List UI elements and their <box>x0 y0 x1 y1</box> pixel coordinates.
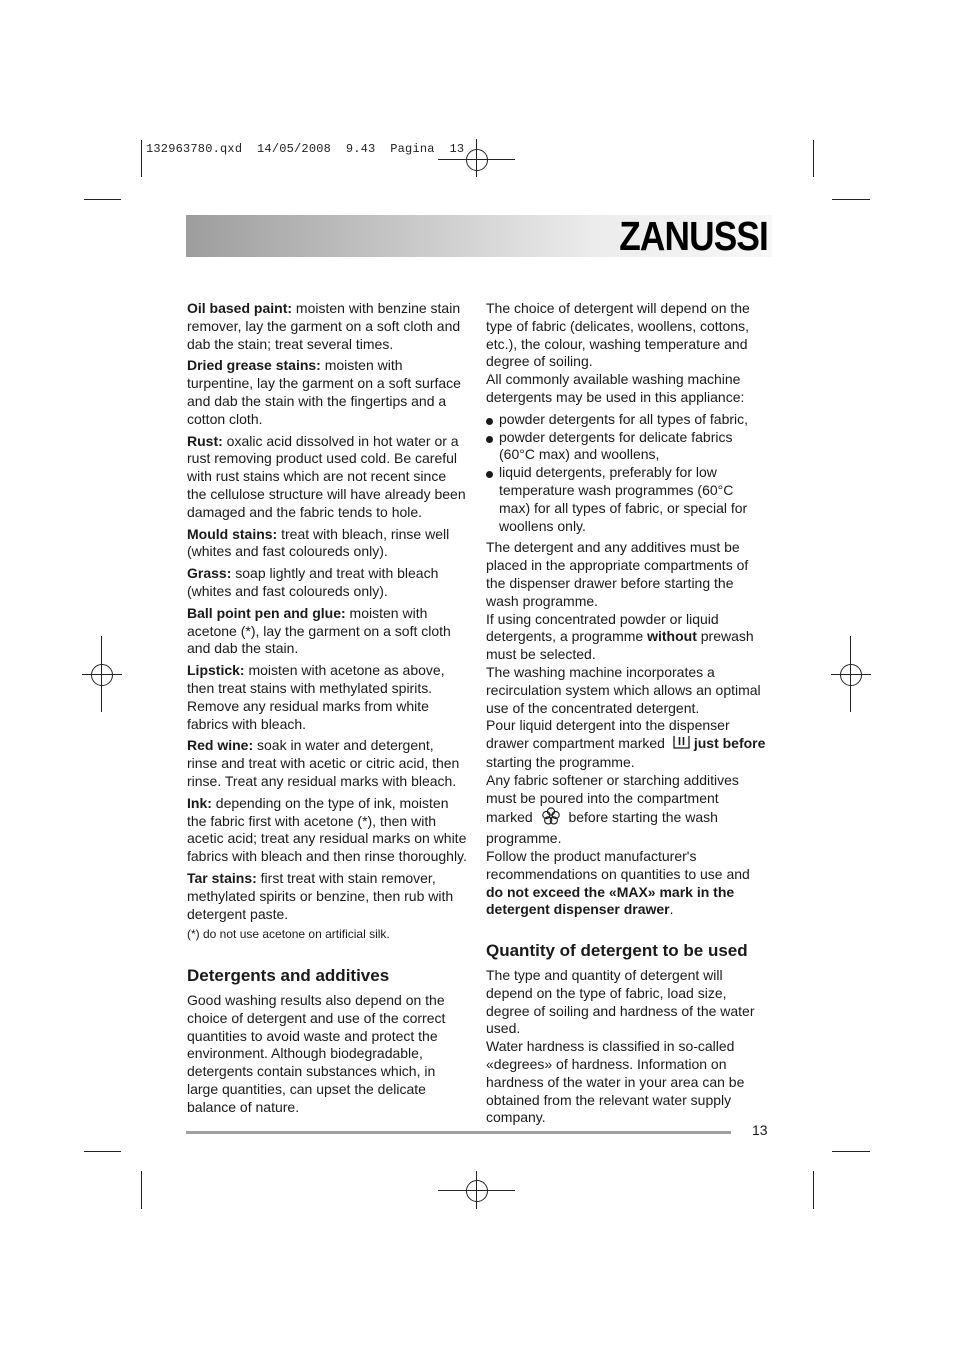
follow-text: Follow the product manufacturer's recommendations on quantities to use and <box>486 847 750 882</box>
bullet-dot-icon <box>486 418 493 425</box>
follow-bold: do not exceed the «MAX» mark in the detergent dispenser drawer <box>486 883 735 918</box>
stain-paragraph <box>187 526 467 562</box>
footnote: (*) do not use acetone on artificial silk. <box>187 927 390 942</box>
left-column <box>187 300 467 1121</box>
stain-term: Dried grease stains: <box>187 357 321 374</box>
list-item <box>486 429 766 465</box>
detergent-types-list <box>486 411 766 536</box>
stain-term: Ball point pen and glue: <box>187 604 346 621</box>
manufacturer-paragraph <box>486 848 766 919</box>
softener-text-end: before starting the wash programme. <box>486 809 718 847</box>
liquid-bold: just before <box>693 735 766 752</box>
stain-term: Tar stains: <box>187 869 257 886</box>
stain-term: Ink: <box>187 794 212 811</box>
placement-paragraph: The detergent and any additives must be placed in the appropriate compartments of the dispenser drawer before starting the wash programme. <box>486 539 749 609</box>
stain-description: soak in water and detergent, rinse and treat with acetic or citric acid, then rinse. Treat any residual marks with bleach. <box>187 737 460 789</box>
section-heading-detergents: Detergents and additives <box>187 966 390 986</box>
list-item-text: powder detergents for all types of fabric, <box>499 410 749 427</box>
stain-description: soap lightly and treat with bleach (whites and fast coloureds only). <box>187 565 439 599</box>
crop-mark <box>832 199 870 200</box>
recirculation-paragraph: The washing machine incorporates a recirculation system which allows an optimal use of the concentrated detergent. <box>486 663 761 716</box>
stain-removal-list <box>187 300 467 923</box>
liquid-text-end: starting the programme. <box>486 753 635 770</box>
stain-description: oxalic acid dissolved in hot water or a rust removing product used cold. Be careful with rust stains which are not recent since the cellulose structure will have already been damaged and the fabric tends to hole. <box>187 432 466 520</box>
page-number: 13 <box>752 1122 768 1138</box>
list-item <box>486 464 766 535</box>
stain-paragraph <box>187 662 467 733</box>
concentrated-text: If using concentrated powder or liquid detergents, a programme <box>486 610 719 645</box>
stain-description: moisten with acetone (*), lay the garment on a soft cloth and dab the stain. <box>187 604 451 657</box>
stain-paragraph <box>187 300 467 353</box>
flower-softener-icon <box>541 807 561 830</box>
main-wash-compartment-icon <box>673 735 690 754</box>
concentrated-paragraph <box>486 611 766 664</box>
stain-paragraph <box>187 565 467 601</box>
stain-description: moisten with acetone as above, then treat stains with methylated spirits. Remove any residual marks from white fabrics with bleach. <box>187 662 445 732</box>
crop-mark <box>84 1151 121 1152</box>
brand-logo: ZANUSSI <box>619 213 768 259</box>
footer-rule <box>186 1131 731 1134</box>
crop-mark <box>813 1171 814 1209</box>
stain-term: Mould stains: <box>187 525 278 542</box>
stain-description: moisten with turpentine, lay the garment on a soft surface and dab the stain with the fingertips and a cotton cloth. <box>187 357 461 427</box>
concentrated-text-end: prewash must be selected. <box>486 628 754 663</box>
bullet-dot-icon <box>486 471 493 478</box>
softener-paragraph <box>486 772 766 848</box>
stain-term: Grass: <box>187 565 232 582</box>
crop-mark <box>832 1151 870 1152</box>
crop-mark <box>141 140 142 177</box>
section-heading-quantity: Quantity of detergent to be used <box>486 941 748 961</box>
hardness-paragraph: Water hardness is classified in so-called «degrees» of hardness. Information on hardness of the water in your area can be obtained from the relevant water supply company. <box>486 1038 745 1126</box>
stain-term: Lipstick: <box>187 662 245 679</box>
stain-paragraph <box>187 870 467 923</box>
stain-paragraph <box>187 605 467 658</box>
print-slug: 132963780.qxd 14/05/2008 9.43 Pagina 13 <box>146 142 465 156</box>
crop-mark <box>84 199 121 200</box>
stain-paragraph <box>187 357 467 428</box>
liquid-detergent-paragraph <box>486 717 766 771</box>
liquid-text: Pour liquid detergent into the dispenser drawer compartment marked <box>486 717 730 752</box>
crop-mark <box>813 140 814 177</box>
intro-paragraph-2: All commonly available washing machine detergents may be used in this appliance: <box>486 371 745 405</box>
softener-text: Any fabric softener or starching additives must be poured into the compartment marked <box>486 771 739 826</box>
stain-description: first treat with stain remover, methylated spirits or benzine, then rub with detergent paste. <box>187 869 454 922</box>
stain-paragraph <box>187 433 467 522</box>
list-item-text: powder detergents for delicate fabrics (60°C max) and woollens, <box>499 428 733 463</box>
stain-term: Oil based paint: <box>187 300 293 316</box>
bullet-dot-icon <box>486 436 493 443</box>
intro-paragraph: The choice of detergent will depend on the type of fabric (delicates, woollens, cottons, etc.), the colour, washing temperature and degree of soiling. <box>486 300 750 370</box>
follow-text-end: . <box>669 901 674 918</box>
list-item-text: liquid detergents, preferably for low temperature wash programmes (60°C max) for all types of fabric, or special for woollens only. <box>499 464 748 534</box>
quantity-paragraph: The type and quantity of detergent will depend on the type of fabric, load size, degree of soiling and hardness of the water used. <box>486 967 755 1037</box>
stain-term: Rust: <box>187 432 223 449</box>
right-column <box>486 300 766 1127</box>
concentrated-bold: without <box>647 628 697 645</box>
list-item <box>486 411 766 429</box>
detergents-paragraph: Good washing results also depend on the choice of detergent and use of the correct quantities to avoid waste and protect the environment. Although biodegradable, detergents contain substances which, in large quantities, can upset the delicate balance of nature. <box>187 992 446 1115</box>
crop-mark <box>141 1171 142 1209</box>
stain-paragraph <box>187 795 467 866</box>
stain-paragraph <box>187 737 467 790</box>
stain-description: treat with bleach, rinse well (whites and fast coloureds only). <box>187 525 450 560</box>
stain-term: Red wine: <box>187 737 254 754</box>
stain-description: moisten with benzine stain remover, lay the garment on a soft cloth and dab the stain; treat several times. <box>187 300 461 352</box>
stain-description: depending on the type of ink, moisten the fabric first with acetone (*), then with acetic acid; treat any residual marks on white fabrics with bleach and then rinse thoroughly. <box>187 794 467 865</box>
